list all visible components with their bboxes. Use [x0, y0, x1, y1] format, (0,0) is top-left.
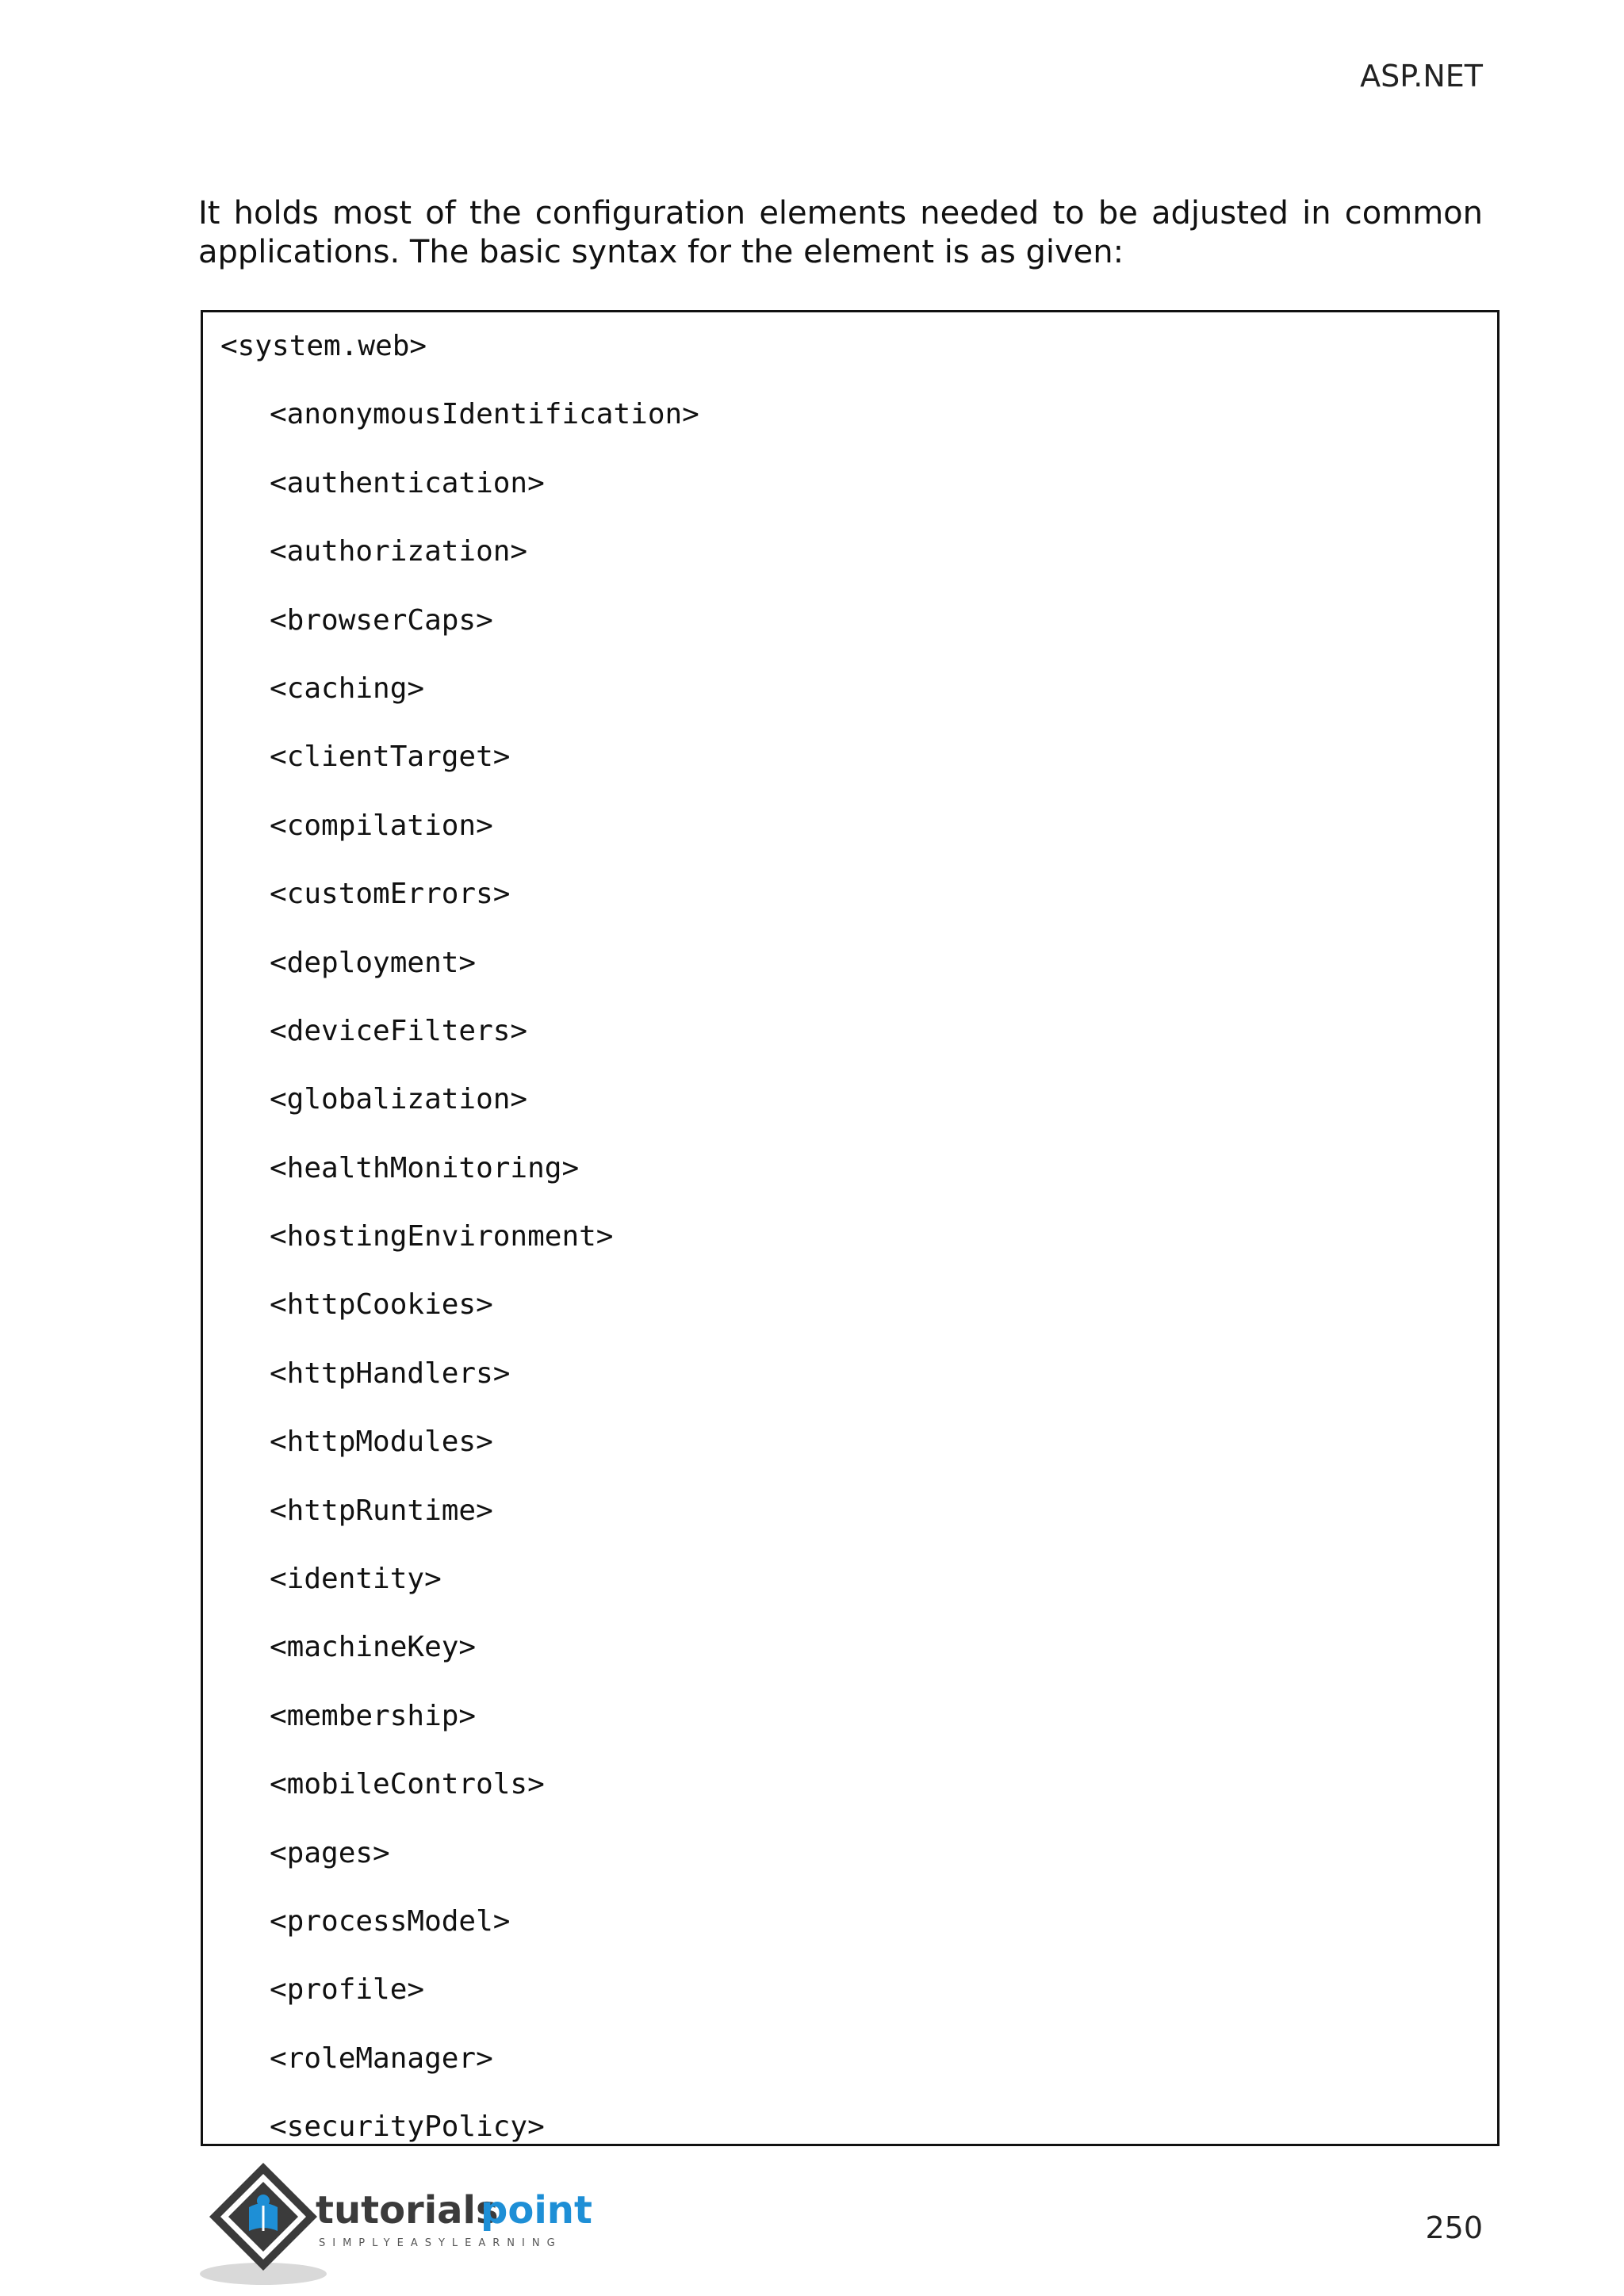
code-line: <globalization>: [270, 1083, 528, 1116]
code-line: <profile>: [270, 1973, 425, 2007]
running-header: ASP.NET: [1360, 59, 1483, 94]
code-line: <httpCookies>: [270, 1288, 493, 1322]
code-lines: [220, 328, 699, 2178]
code-line: <httpModules>: [270, 1425, 493, 1459]
code-line: <deployment>: [270, 946, 477, 979]
code-line: <clientTarget>: [270, 740, 511, 774]
code-line: <authorization>: [270, 535, 528, 568]
code-line: <httpHandlers>: [270, 1357, 511, 1390]
intro-paragraph: It holds most of the configuration elements needed to be adjusted in common applications. The basic syntax for the element is as given:: [198, 195, 1483, 270]
code-line: <httpRuntime>: [270, 1494, 493, 1527]
tutorialspoint-logo: [198, 2155, 626, 2290]
code-line: <hostingEnvironment>: [270, 1220, 614, 1253]
code-line: <healthMonitoring>: [270, 1151, 580, 1184]
code-line: <mobileControls>: [270, 1768, 545, 1801]
code-line: <identity>: [270, 1563, 442, 1596]
code-block: [201, 310, 1500, 2146]
code-line: <compilation>: [270, 809, 493, 842]
code-line: <authentication>: [270, 466, 545, 499]
code-line: <deviceFilters>: [270, 1014, 528, 1047]
code-line: <browserCaps>: [270, 603, 493, 637]
code-line: <roleManager>: [270, 2042, 493, 2075]
code-line: <pages>: [270, 1836, 390, 1869]
logo-brand-text-accent: point: [481, 2188, 592, 2233]
code-line-open-tag: <system.web>: [220, 330, 427, 362]
code-line: <customErrors>: [270, 878, 511, 911]
code-line: <securityPolicy>: [270, 2110, 545, 2144]
logo-tagline: SIMPLYEASYLEARNING: [319, 2237, 562, 2249]
logo-diamond-icon: [209, 2163, 317, 2271]
code-line: <machineKey>: [270, 1631, 477, 1664]
code-line: <membership>: [270, 1699, 477, 1732]
code-line: <caching>: [270, 672, 425, 705]
page-number: 250: [1425, 2210, 1483, 2245]
code-line: <processModel>: [270, 1904, 511, 1938]
code-line: <anonymousIdentification>: [270, 398, 699, 431]
logo-brand-text: tutorials: [316, 2188, 499, 2233]
